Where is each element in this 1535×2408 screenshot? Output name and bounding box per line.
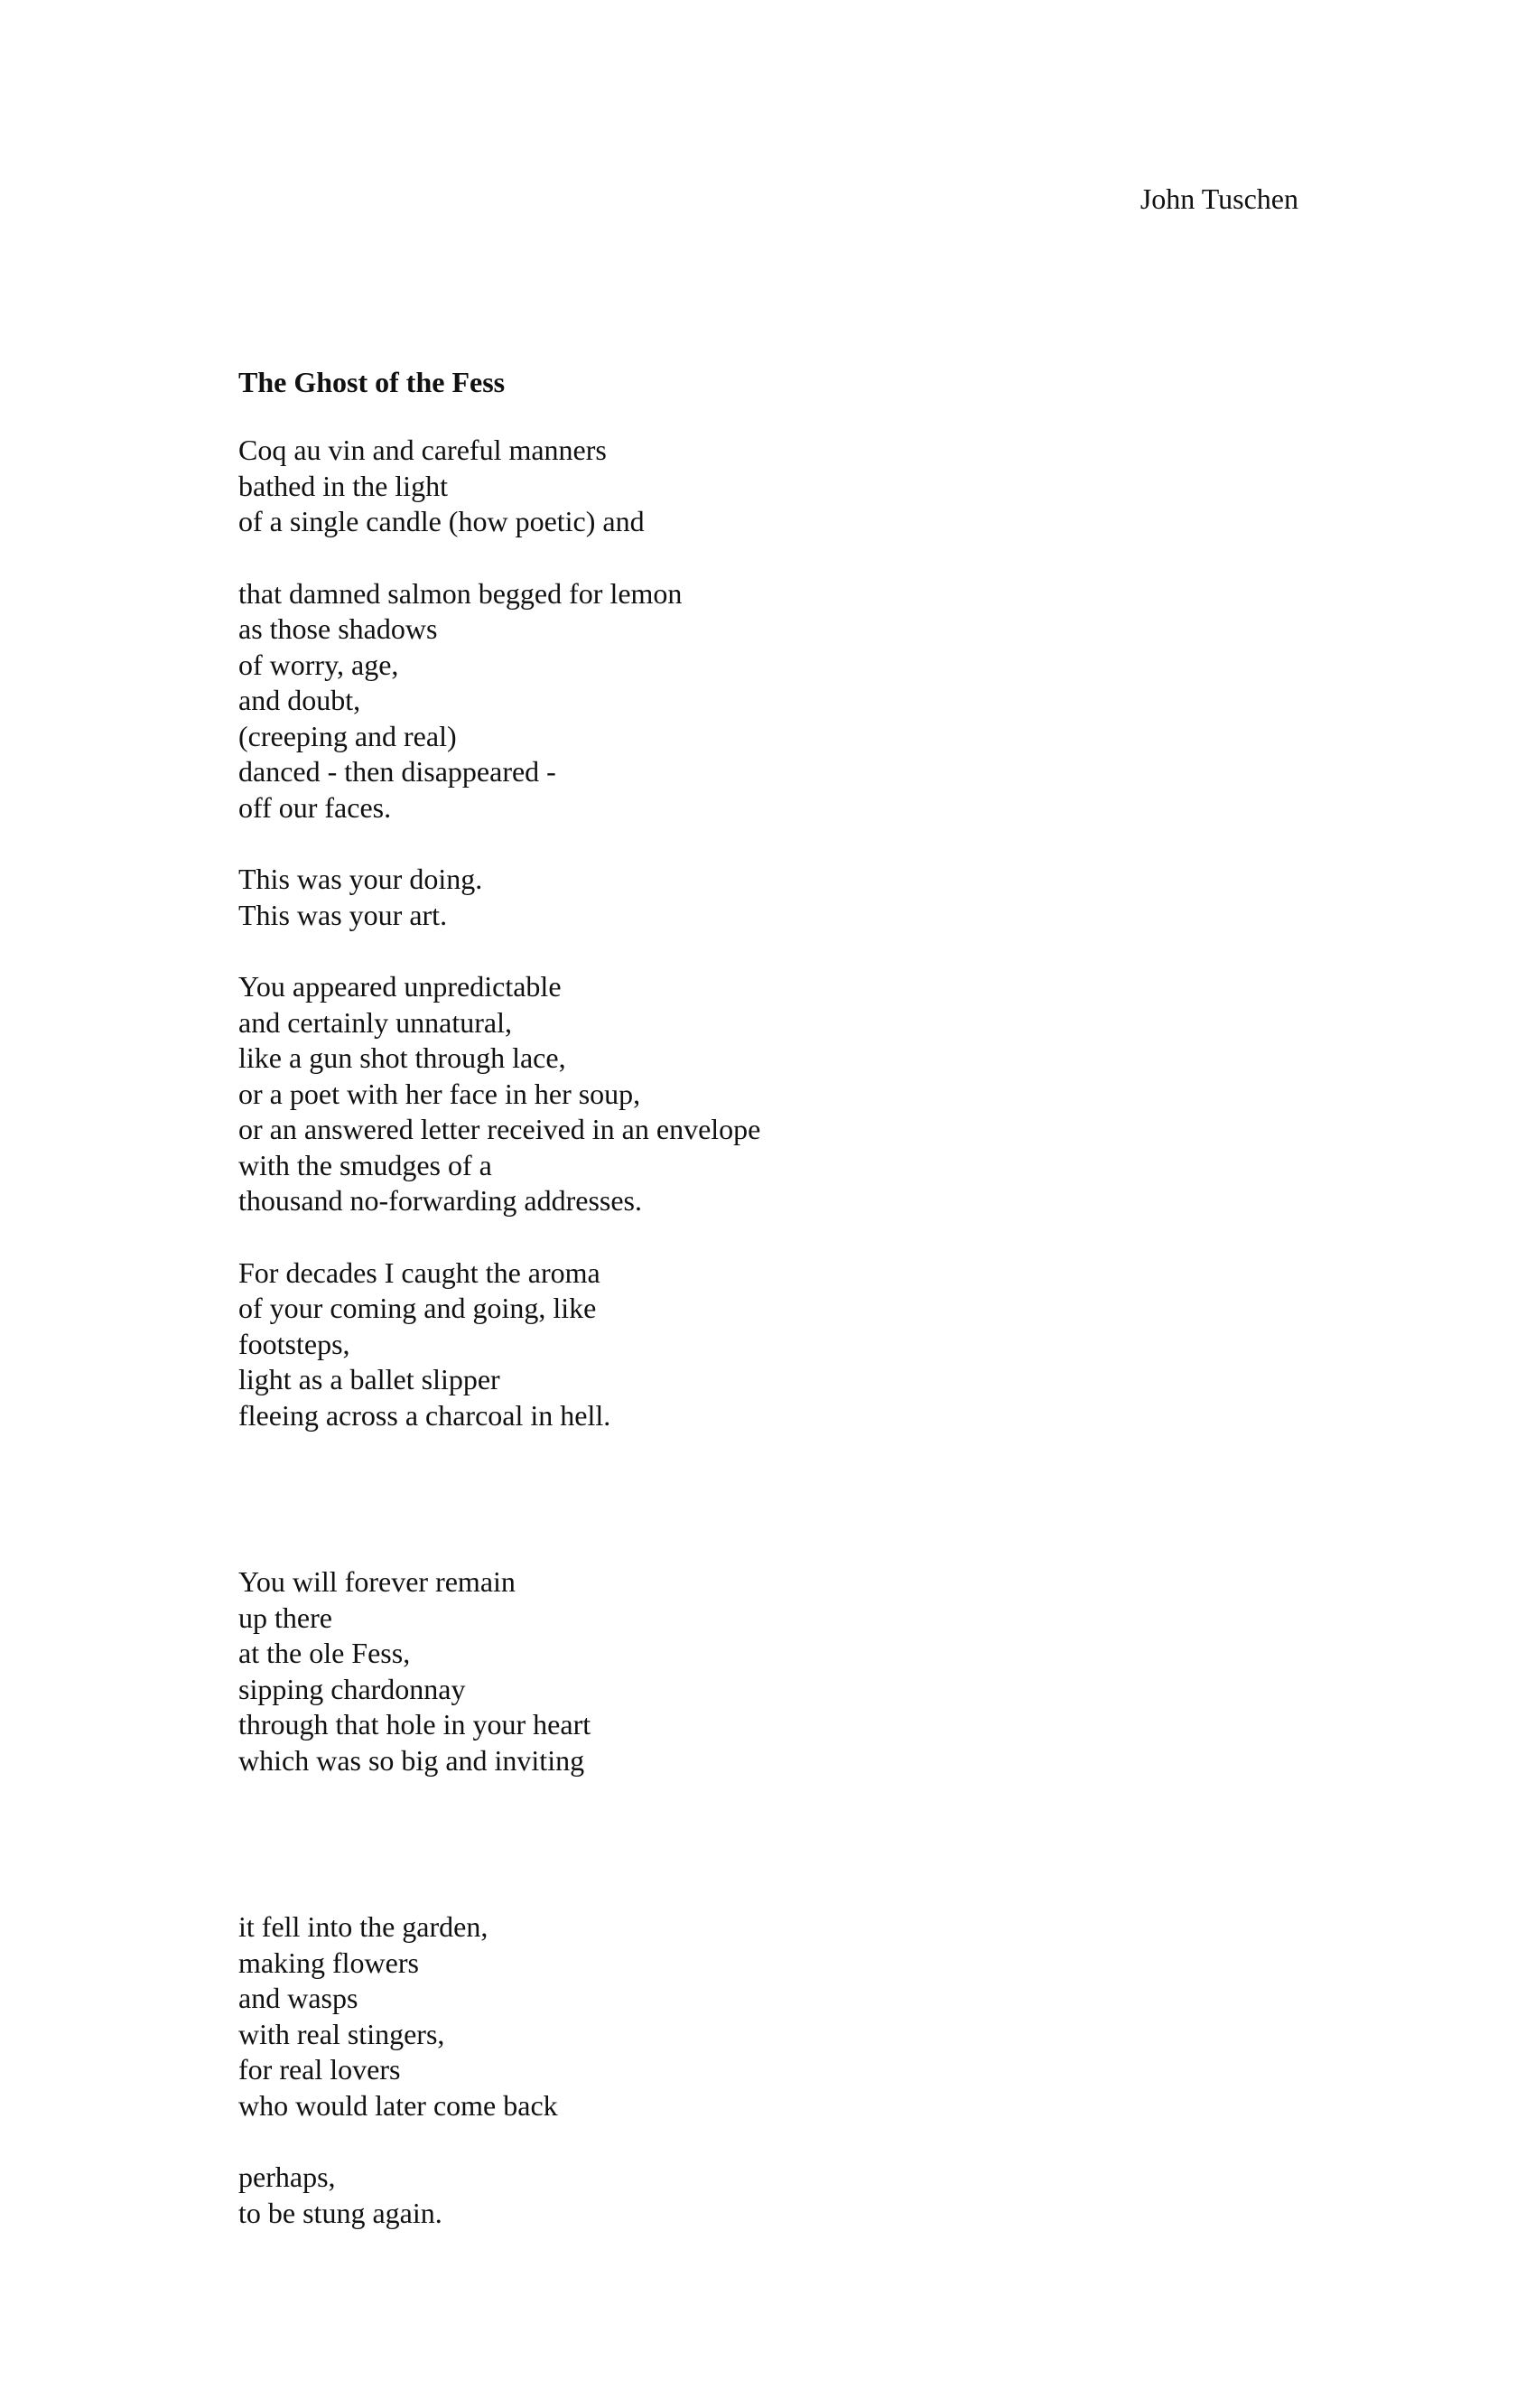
poem-line: or an answered letter received in an envelope <box>238 1113 761 1145</box>
poem-line: light as a ballet slipper <box>238 1363 500 1395</box>
poem-line: of a single candle (how poetic) and <box>238 505 645 537</box>
poem-line: which was so big and inviting <box>238 1743 585 1777</box>
stanza <box>238 969 1277 1219</box>
poem-line: off our faces. <box>238 790 392 824</box>
poem-line: for real lovers <box>238 2053 401 2086</box>
poem-line: thousand no-forwarding addresses. <box>238 1184 642 1217</box>
poem-line: footsteps, <box>238 1327 350 1360</box>
poem-line: danced - then disappeared - <box>238 755 556 788</box>
stanza <box>238 1255 1277 1434</box>
poem-line: who would later come back <box>238 2088 558 2122</box>
poem-line: You appeared unpredictable <box>238 970 562 1003</box>
author-name: John Tuschen <box>1140 182 1298 215</box>
poem-line: to be stung again. <box>238 2196 442 2229</box>
poem-title: The Ghost of the Fess <box>238 366 506 398</box>
poem-line: Coq au vin and careful manners <box>238 434 607 466</box>
poem-line: sipping chardonnay <box>238 1672 466 1705</box>
poem-line: through that hole in your heart <box>238 1708 591 1741</box>
stanza <box>238 2160 1277 2231</box>
stanza <box>238 1564 1277 1778</box>
poem-line: with the smudges of a <box>238 1148 492 1181</box>
poem-line: with real stingers, <box>238 2017 445 2050</box>
poem-line: and wasps <box>238 1982 358 2014</box>
poem-line: perhaps, <box>238 2161 336 2193</box>
poem-line: up there <box>238 1601 332 1634</box>
poem-line: at the ole Fess, <box>238 1637 411 1669</box>
poem-line: fleeing across a charcoal in hell. <box>238 1398 611 1432</box>
stanza <box>238 433 1277 540</box>
poem-line: making flowers <box>238 1946 419 1979</box>
poem-line: This was your doing. <box>238 863 483 895</box>
poem-line: You will forever remain <box>238 1565 516 1598</box>
poem-line: of your coming and going, like <box>238 1292 597 1324</box>
stanza <box>238 576 1277 826</box>
poem-line: (creeping and real) <box>238 719 457 752</box>
stanza <box>238 862 1277 933</box>
poem-line: as those shadows <box>238 612 438 645</box>
poem-line: and certainly unnatural, <box>238 1005 512 1039</box>
poem-line: that damned salmon begged for lemon <box>238 576 683 610</box>
poem-line: For decades I caught the aroma <box>238 1255 600 1289</box>
poem-line: or a poet with her face in her soup, <box>238 1077 641 1110</box>
poem-line: like a gun shot through lace, <box>238 1041 566 1074</box>
poem-line: bathed in the light <box>238 469 448 502</box>
poem-line: and doubt, <box>238 684 361 716</box>
poem-line: it fell into the garden, <box>238 1910 488 1943</box>
poem <box>238 360 1277 2267</box>
poem-line: of worry, age, <box>238 648 399 681</box>
poem-line: This was your art. <box>238 898 448 931</box>
stanza <box>238 1909 1277 2123</box>
